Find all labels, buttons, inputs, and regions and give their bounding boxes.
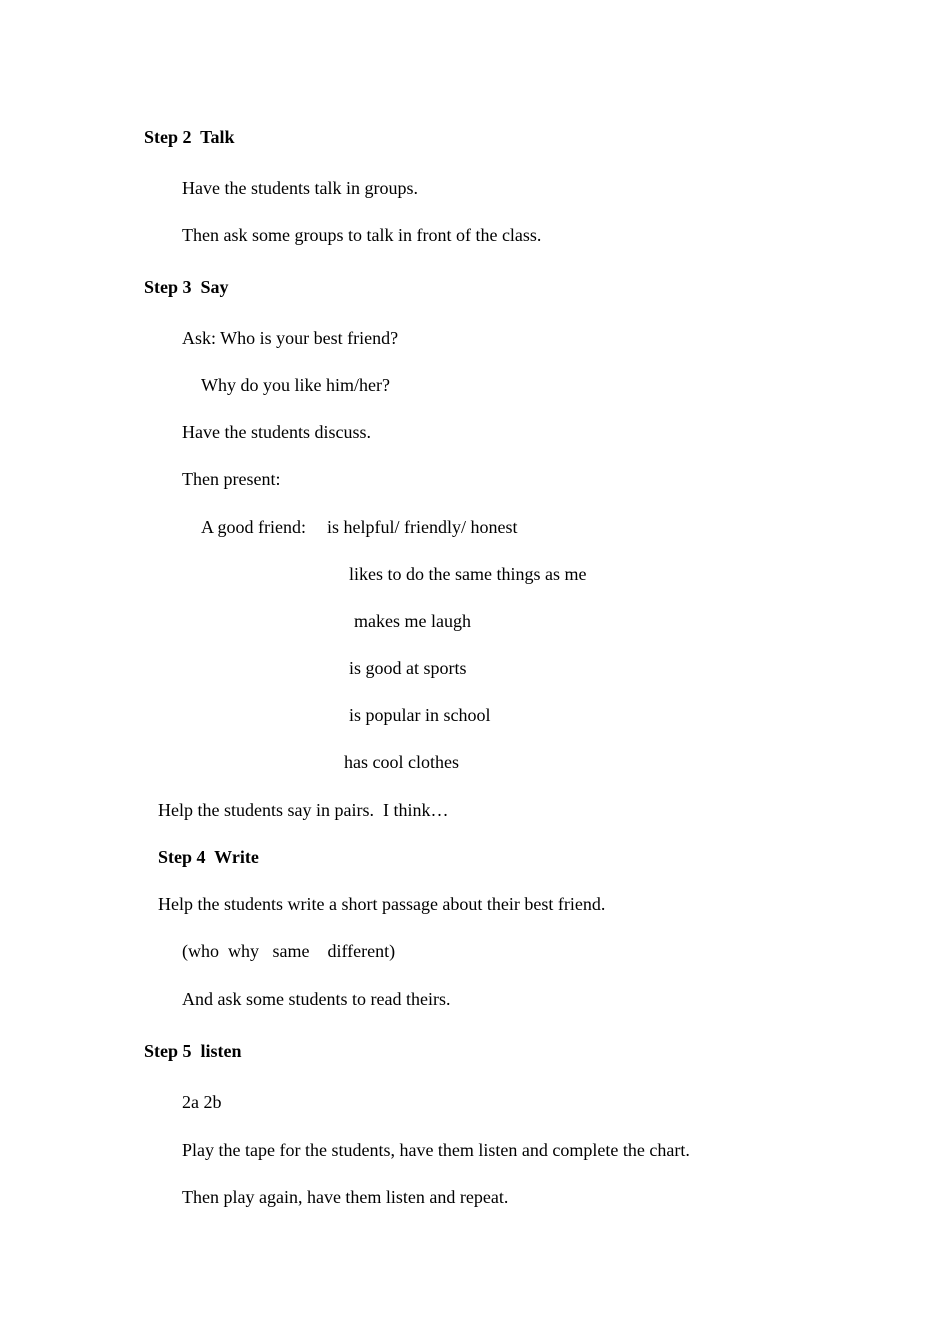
quality-item: makes me laugh (354, 611, 471, 631)
step2-heading: Step 2 Talk (144, 127, 235, 147)
step5-line-2: Play the tape for the students, have them listen and complete the chart. (182, 1140, 690, 1160)
step3-ask: Ask: Who is your best friend? (182, 328, 399, 348)
step4-line-2: (who why same different) (182, 941, 396, 961)
step5-line-3: Then play again, have them listen and repeat. (182, 1187, 509, 1207)
quality-item: is good at sports (349, 658, 467, 678)
step3-discuss: Have the students discuss. (182, 422, 371, 442)
step5-heading: Step 5 listen (144, 1041, 242, 1061)
quality-item: is helpful/ friendly/ honest (327, 517, 518, 537)
step2-line-1: Have the students talk in groups. (182, 178, 418, 198)
quality-item: likes to do the same things as me (349, 564, 587, 584)
step3-why: Why do you like him/her? (201, 375, 390, 395)
step3-present: Then present: (182, 469, 281, 489)
step4-line-1: Help the students write a short passage about their best friend. (158, 894, 606, 914)
step4-heading: Step 4 Write (158, 847, 259, 867)
step5-line-1: 2a 2b (182, 1092, 222, 1112)
step4-line-3: And ask some students to read theirs. (182, 989, 451, 1009)
step3-pairs: Help the students say in pairs. I think… (158, 800, 449, 820)
step3-heading: Step 3 Say (144, 277, 229, 297)
quality-item: has cool clothes (344, 752, 459, 772)
step2-line-2: Then ask some groups to talk in front of the class. (182, 225, 542, 245)
quality-item: is popular in school (349, 705, 491, 725)
good-friend-label: A good friend: (201, 517, 306, 537)
